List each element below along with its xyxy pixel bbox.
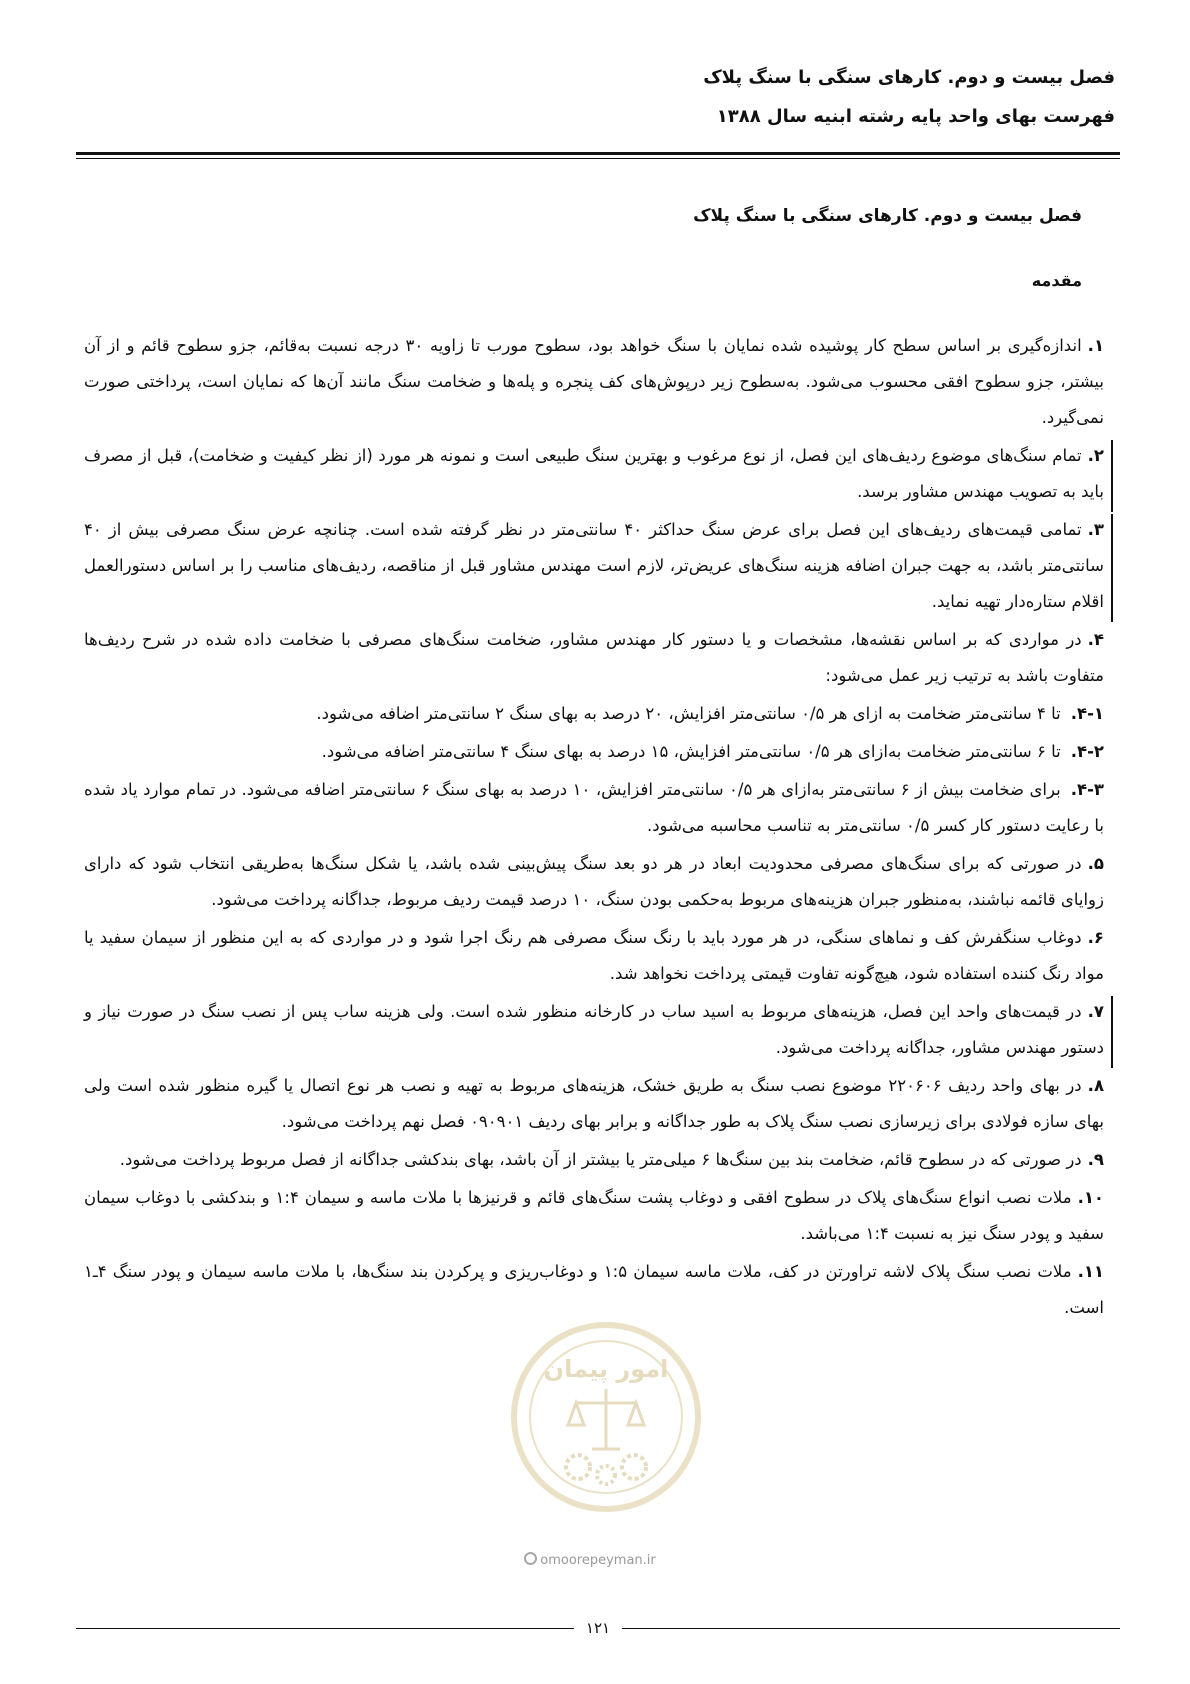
item-text: اندازه‌گیری بر اساس سطح کار پوشیده شده نمایان با سنگ خواهد بود، سطوح مورب تا زاویه ۳۰ درجه نسبت به‌قائم، جزو سطوح قائم و از آن بیشتر، جزو سطوح افقی محسوب می‌شود. به‌سطوح زیر درپوش‌های کف پنجره و پله‌ها و ضخامت سنگ مانند آن‌ها که نمایان است، پرداختی صورت نمی‌گیرد. xyxy=(84,336,1104,427)
item-number: ۴-۲. xyxy=(1070,742,1104,761)
item-text: تمام سنگ‌های موضوع ردیف‌های این فصل، از نوع مرغوب و بهترین سنگ طبیعی است و نمونه هر مورد (از نظر کیفیت و ضخامت)، قبل از مصرف باید به تصویب مهندس مشاور برسد. xyxy=(84,446,1104,501)
revision-bar xyxy=(1111,514,1113,622)
item-text: برای ضخامت بیش از ۶ سانتی‌متر به‌ازای هر ۰/۵ سانتی‌متر افزایش، ۱۰ درصد به بهای سنگ ۶ سانتی‌متر اضافه می‌شود. در تمام موارد یاد شده با رعایت دستور کار کسر ۰/۵ سانتی‌متر به تناسب محاسبه می‌شود. xyxy=(84,780,1104,835)
watermark-site-text: omoorepeyman.ir xyxy=(540,1553,656,1568)
intro-item-5 xyxy=(84,846,1104,918)
watermark-outer-ring xyxy=(514,1325,698,1509)
item-text: ملات نصب انواع سنگ‌های پلاک در سطوح افقی و دوغاب پشت سنگ‌های قائم و قرنیزها با ملات ماسه و سیمان ۱:۴ و بندکشی با دوغاب سیمان سفید و پودر سنگ نیز به نسبت ۱:۴ می‌باشد. xyxy=(84,1188,1104,1243)
page-footer xyxy=(76,1616,1120,1640)
item-number: ۷. xyxy=(1087,1002,1104,1021)
watermark-inner-ring xyxy=(530,1341,682,1493)
intro-item-1 xyxy=(84,328,1104,436)
item-number: ۹. xyxy=(1087,1150,1104,1169)
page-number: ۱۲۱ xyxy=(574,1616,622,1640)
item-number: ۵. xyxy=(1087,854,1104,873)
revision-bar xyxy=(1111,440,1113,512)
watermark-logo-text: امور پیمان xyxy=(543,1355,669,1383)
intro-item-10 xyxy=(84,1180,1104,1252)
intro-item-6 xyxy=(84,920,1104,992)
intro-subitem-4-3 xyxy=(84,772,1104,844)
item-text: در قیمت‌های واحد این فصل، هزینه‌های مربوط به اسید ساب در کارخانه منظور شده است. ولی هزینه ساب پس از نصب سنگ در صورت نیاز و دستور مهندس مشاور، جداگانه پرداخت می‌شود. xyxy=(84,1002,1104,1057)
introduction-heading: مقدمه xyxy=(1031,271,1082,290)
header-price-list-title: فهرست بهای واحد پایه رشته ابنیه سال ۱۳۸۸ xyxy=(716,106,1115,127)
intro-item-9 xyxy=(84,1142,1104,1178)
introduction-body xyxy=(84,328,1104,1328)
header-rule-thin xyxy=(76,158,1120,159)
item-number: ۶. xyxy=(1087,928,1104,947)
intro-item-4 xyxy=(84,622,1104,694)
item-number: ۳. xyxy=(1087,520,1104,539)
item-number: ۱۱. xyxy=(1077,1262,1104,1281)
watermark-site-icon xyxy=(524,1552,537,1565)
item-number: ۲. xyxy=(1087,446,1104,465)
item-number: ۱۰. xyxy=(1077,1188,1104,1207)
item-text: دوغاب سنگفرش کف و نماهای سنگی، در هر مورد باید با رنگ سنگ مصرفی هم رنگ اجرا شود و در مواردی که به این منظور از سیمان سفید یا مواد رنگ کننده استفاده شود، هیچ‌گونه تفاوت قیمتی پرداخت نخواهد شد. xyxy=(84,928,1104,983)
item-text: تا ۴ سانتی‌متر ضخامت به ازای هر ۰/۵ سانتی‌متر افزایش، ۲۰ درصد به بهای سنگ ۲ سانتی‌متر اضافه می‌شود. xyxy=(316,704,1061,723)
watermark-logo xyxy=(506,1317,706,1517)
item-number: ۸. xyxy=(1087,1076,1105,1095)
intro-item-8 xyxy=(84,1068,1104,1140)
intro-item-7 xyxy=(84,994,1104,1066)
item-number: ۴-۱. xyxy=(1070,704,1104,723)
chapter-heading: فصل بیست و دوم. کارهای سنگی با سنگ پلاک xyxy=(693,206,1082,226)
item-text: در مواردی که بر اساس نقشه‌ها، مشخصات و یا دستور کار مهندس مشاور، ضخامت سنگ‌های مصرفی با ضخامت داده شده در شرح ردیف‌ها متفاوت باشد به ترتیب زیر عمل می‌شود: xyxy=(84,630,1104,685)
intro-item-2 xyxy=(84,438,1104,510)
running-header xyxy=(76,58,1115,136)
gears-icon xyxy=(566,1455,646,1484)
revision-bar xyxy=(1111,996,1113,1068)
intro-subitem-4-2 xyxy=(84,734,1104,770)
intro-item-11 xyxy=(84,1254,1104,1326)
scales-icon xyxy=(568,1389,644,1449)
header-rule-thick xyxy=(76,152,1120,155)
intro-subitem-4-1 xyxy=(84,696,1104,732)
item-text: ملات نصب سنگ پلاک لاشه تراورتن در کف، ملات ماسه سیمان ۱:۵ و دوغاب‌ریزی و پرکردن بند سنگ‌ها، با ملات ماسه سیمان و پودر سنگ ۴ـ۱ است. xyxy=(84,1262,1104,1317)
item-text: در بهای واحد ردیف ۲۲۰۶۰۶ موضوع نصب سنگ به طریق خشک، هزینه‌های مربوط به تهیه و نصب هر نوع اتصال یا گیره منظور شده است ولی بهای سازه فولادی برای زیرسازی نصب سنگ پلاک به طور جداگانه و برابر بهای ردیف ۰۹۰۹۰۱ فصل نهم پرداخت می‌شود. xyxy=(84,1076,1104,1131)
item-text: در صورتی که برای سنگ‌های مصرفی محدودیت ابعاد در هر دو بعد سنگ پیش‌بینی شده باشد، یا شکل سنگ‌ها به‌طریقی انتخاب شود که دارای زوایای قائمه نباشند، به‌منظور جبران هزینه‌های مربوط به‌حکمی بودن سنگ، ۱۰ درصد قیمت ردیف مربوط، جداگانه پرداخت می‌شود. xyxy=(84,854,1104,909)
header-chapter-title: فصل بیست و دوم. کارهای سنگی با سنگ پلاک xyxy=(703,67,1115,88)
item-number: ۴-۳. xyxy=(1070,780,1104,799)
item-number: ۱. xyxy=(1087,336,1105,355)
item-text: تمامی قیمت‌های ردیف‌های این فصل برای عرض سنگ حداکثر ۴۰ سانتی‌متر در نظر گرفته شده است. چنانچه عرض سنگ مصرفی بیش از ۴۰ سانتی‌متر باشد، به جهت جبران اضافه هزینه سنگ‌های عریض‌تر، لازم است مهندس مشاور قبل از مناقصه، ردیف‌های مناسب را بر اساس دستورالعمل اقلام ستاره‌دار تهیه نماید. xyxy=(84,520,1104,611)
intro-item-3 xyxy=(84,512,1104,620)
item-text: تا ۶ سانتی‌متر ضخامت به‌ازای هر ۰/۵ سانتی‌متر افزایش، ۱۵ درصد به بهای سنگ ۴ سانتی‌متر اضافه می‌شود. xyxy=(321,742,1061,761)
item-number: ۴. xyxy=(1087,630,1104,649)
item-text: در صورتی که در سطوح قائم، ضخامت بند بین سنگ‌ها ۶ میلی‌متر یا بیشتر از آن باشد، بهای بندکشی جداگانه از فصل مربوط پرداخت می‌شود. xyxy=(119,1150,1082,1169)
watermark-site xyxy=(505,1551,675,1571)
